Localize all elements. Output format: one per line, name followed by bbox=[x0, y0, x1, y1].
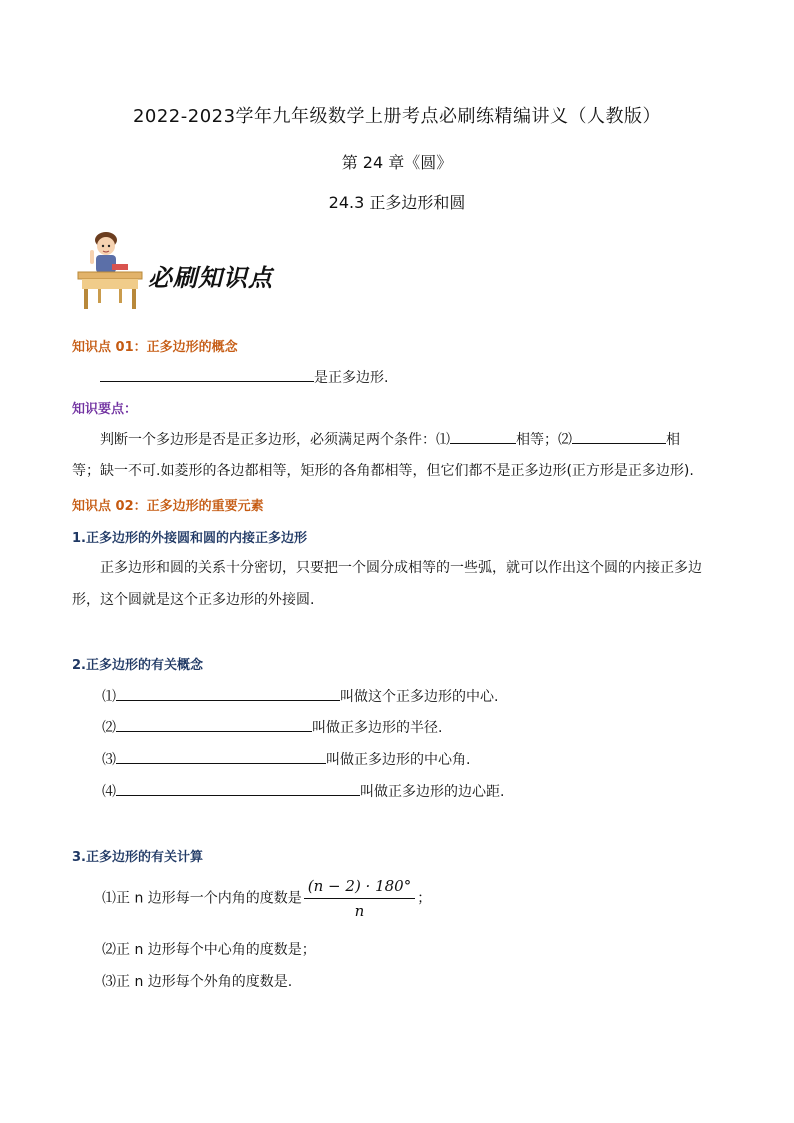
fill-blank[interactable] bbox=[450, 429, 516, 444]
item-suffix: 叫做正多边形的边心距. bbox=[360, 784, 505, 800]
document-title: 2022-2023学年九年级数学上册考点必刷练精编讲义（人教版） bbox=[132, 106, 662, 127]
item-suffix: 叫做正多边形的半径. bbox=[312, 720, 443, 736]
concept-item-1 bbox=[102, 686, 498, 707]
subsection-1-title: 1.正多边形的外接圆和圆的内接正多边形 bbox=[72, 531, 307, 546]
definition-suffix: 是正多边形. bbox=[314, 370, 389, 386]
concept-item-2 bbox=[102, 717, 442, 738]
condition-text-b: 相等；⑵ bbox=[516, 432, 572, 448]
fill-blank[interactable] bbox=[116, 717, 312, 732]
item-number: ⑴ bbox=[102, 689, 116, 705]
calc1-suffix: ； bbox=[417, 890, 432, 907]
knowledge-banner bbox=[72, 228, 312, 312]
knowledge-point-02-heading: 知识点 02：正多边形的重要元素 bbox=[72, 499, 264, 514]
item-number: ⑶ bbox=[102, 752, 116, 768]
calculation-item-1 bbox=[102, 876, 431, 921]
definition-line bbox=[100, 367, 388, 388]
student-at-desk-illustration bbox=[72, 228, 152, 312]
subsection-1-text-line2: 形，这个圆就是这个正多边形的外接圆. bbox=[72, 592, 315, 608]
item-suffix: 叫做正多边形的中心角. bbox=[326, 752, 471, 768]
chapter-title: 第 24 章《圆》 bbox=[341, 153, 453, 172]
item-number: ⑵ bbox=[102, 720, 116, 736]
calculation-item-2: ⑵正 n 边形每个中心角的度数是； bbox=[102, 942, 316, 958]
fraction-denominator: n bbox=[354, 902, 365, 920]
subsection-2-title: 2.正多边形的有关概念 bbox=[72, 658, 203, 673]
key-points-label: 知识要点： bbox=[72, 402, 138, 417]
calculation-item-3: ⑶正 n 边形每个外角的度数是. bbox=[102, 974, 293, 990]
knowledge-point-01-heading: 知识点 01：正多边形的概念 bbox=[72, 340, 238, 355]
concept-item-4 bbox=[102, 781, 504, 802]
condition-continuation: 等；缺一不可.如菱形的各边都相等，矩形的各角都相等，但它们都不是正多边形(正方形是正多边形). bbox=[72, 463, 694, 479]
item-suffix: 叫做这个正多边形的中心. bbox=[340, 689, 499, 705]
section-title: 24.3 正多边形和圆 bbox=[328, 193, 466, 212]
interior-angle-fraction bbox=[304, 876, 415, 921]
banner-title: 必刷知识点 bbox=[148, 263, 273, 292]
fill-blank[interactable] bbox=[116, 749, 326, 764]
concept-item-3 bbox=[102, 749, 470, 770]
calc1-prefix: ⑴正 n 边形每一个内角的度数是 bbox=[102, 890, 302, 907]
fill-blank[interactable] bbox=[100, 367, 314, 382]
subsection-1-text-line1: 正多边形和圆的关系十分密切，只要把一个圆分成相等的一些弧，就可以作出这个圆的内接正多边 bbox=[100, 560, 702, 576]
fraction-numerator: (n − 2) · 180° bbox=[304, 876, 415, 899]
item-number: ⑷ bbox=[102, 784, 116, 800]
condition-text-a: 判断一个多边形是否是正多边形，必须满足两个条件：⑴ bbox=[100, 432, 450, 448]
condition-line bbox=[100, 429, 680, 450]
subsection-3-title: 3.正多边形的有关计算 bbox=[72, 850, 203, 865]
fill-blank[interactable] bbox=[116, 686, 340, 701]
condition-text-c: 相 bbox=[666, 432, 680, 448]
fill-blank[interactable] bbox=[572, 429, 666, 444]
fill-blank[interactable] bbox=[116, 781, 360, 796]
